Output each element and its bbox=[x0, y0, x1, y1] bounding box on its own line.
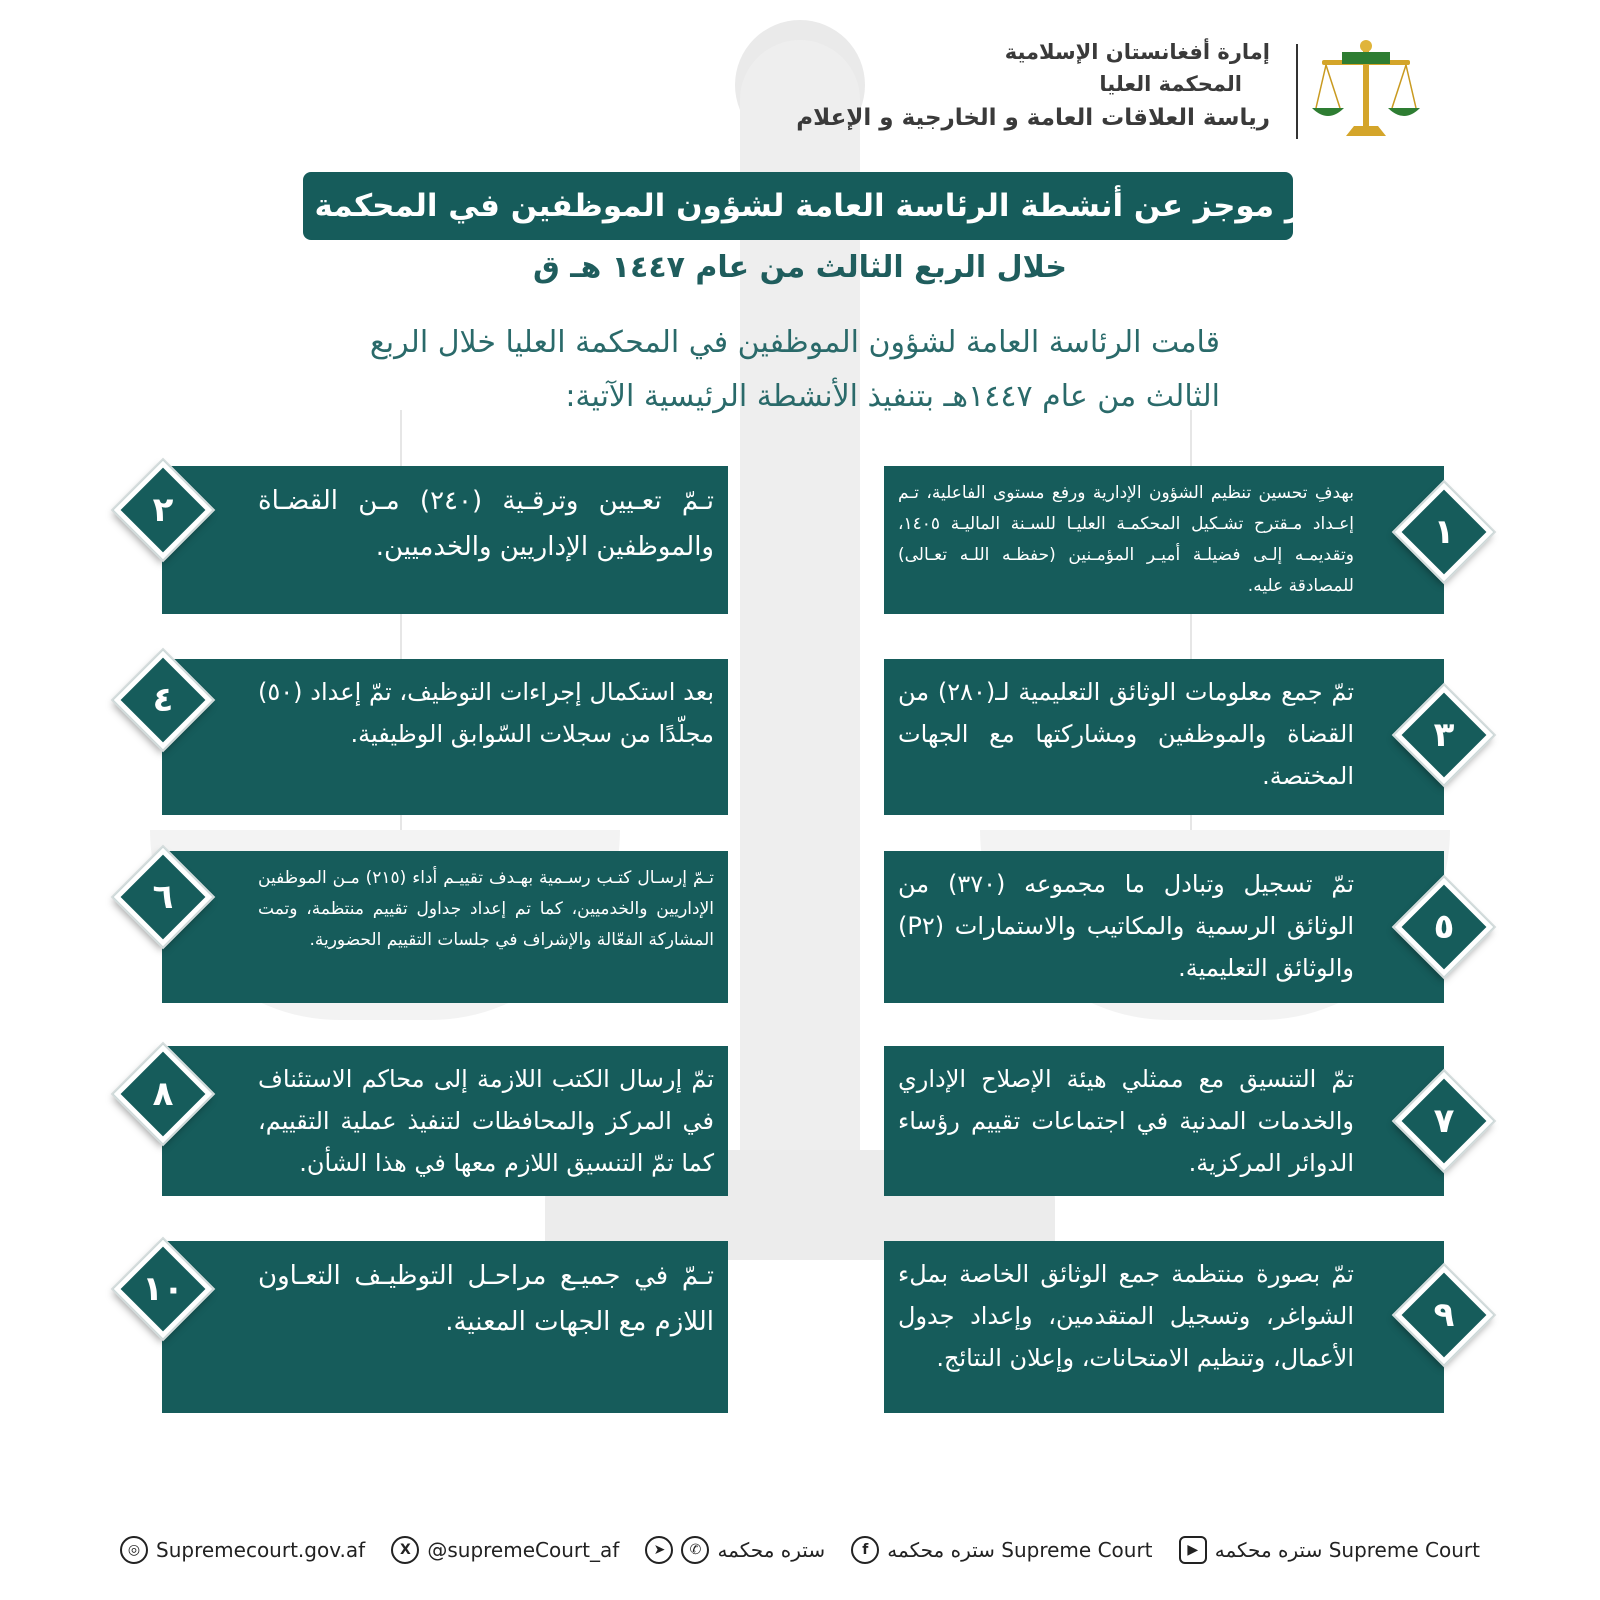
whatsapp-icon: ✆ bbox=[681, 1536, 709, 1564]
badge-number-5: ٥ bbox=[1433, 907, 1455, 947]
activity-card-4 bbox=[162, 659, 728, 815]
badge-number-2: ٢ bbox=[152, 490, 174, 530]
activity-card-3 bbox=[884, 659, 1444, 815]
header-line-3: رياسة العلاقات العامة و الخارجية و الإعلام bbox=[796, 105, 1270, 131]
activity-text-3: تمّ جمع معلومات الوثائق التعليمية لـ(٢٨٠) من القضاة والموظفين ومشاركتها مع الجهات المختصة. bbox=[898, 678, 1354, 790]
activity-card-8 bbox=[162, 1046, 728, 1196]
activity-text-2: تـمّ تعـيين وترقـية (٢٤٠) مـن القضـاة والموظفين الإداريين والخدميين. bbox=[258, 486, 715, 562]
badge-number-4: ٤ bbox=[152, 680, 174, 720]
social-footer bbox=[120, 1530, 1480, 1570]
website-link[interactable] bbox=[120, 1536, 365, 1564]
badge-number-7: ٧ bbox=[1433, 1101, 1455, 1141]
activity-text-9: تمّ بصورة منتظمة جمع الوثائق الخاصة بملء الشواغر، وتسجيل المتقدمين، وإعداد جدول الأعمال، وتنظيم الامتحانات، وإعلان النتائج. bbox=[898, 1260, 1354, 1372]
telegram-icon: ➤ bbox=[645, 1536, 673, 1564]
badge-number-10: ١٠ bbox=[142, 1269, 184, 1309]
header-line-1: إمارة أفغانستان الإسلامية bbox=[1004, 40, 1270, 64]
report-title: تقرير موجز عن أنشطة الرئاسة العامة لشؤون الموظفين في المحكمة العليا bbox=[227, 188, 1370, 224]
header-divider bbox=[1296, 44, 1298, 139]
youtube-label: ستره محکمه Supreme Court bbox=[1214, 1538, 1480, 1562]
x-twitter-icon: X bbox=[391, 1536, 419, 1564]
badge-number-1: ١ bbox=[1433, 512, 1455, 552]
telegram-whatsapp-link[interactable] bbox=[645, 1536, 825, 1564]
activity-text-8: تمّ إرسال الكتب اللازمة إلى محاكم الاستئناف في المركز والمحافظات لتنفيذ عملية التقييم، كما تمّ التنسيق اللازم معها في هذا الشأن. bbox=[258, 1065, 714, 1177]
website-label: Supremecourt.gov.af bbox=[156, 1538, 366, 1562]
activity-card-10 bbox=[162, 1241, 728, 1413]
activity-text-6: تـمّ إرسـال كتـب رسـمية بهـدف تقييـم أداء (٢١٥) مـن الموظفين الإداريين والخدميين، كما تم إعداد جداول تقييم منتظمة، وتمت المشاركة الفعّالة والإشراف في جلسات التقييم الحضورية. bbox=[258, 868, 714, 950]
activity-text-5: تمّ تسجيل وتبادل ما مجموعه (٣٧٠) من الوثائق الرسمية والمكاتيب والاستمارات (P٢) والوثائق التعليمية. bbox=[898, 870, 1354, 982]
activity-text-10: تـمّ في جميـع مراحـل التوظيـف التعـاون اللازم مع الجهات المعنية. bbox=[258, 1261, 714, 1337]
twitter-label: @supremeCourt_af bbox=[427, 1538, 620, 1562]
activity-card-9 bbox=[884, 1241, 1444, 1413]
twitter-link[interactable] bbox=[391, 1536, 619, 1564]
activity-card-5 bbox=[884, 851, 1444, 1003]
org-header bbox=[670, 36, 1270, 136]
scales-logo-icon bbox=[1312, 38, 1420, 142]
youtube-link[interactable] bbox=[1179, 1536, 1480, 1564]
badge-number-9: ٩ bbox=[1433, 1295, 1455, 1335]
activity-card-6 bbox=[162, 851, 728, 1003]
activity-card-1 bbox=[884, 466, 1444, 614]
intro-paragraph: قامت الرئاسة العامة لشؤون الموظفين في المحكمة العليا خلال الربع الثالث من عام ١٤٤٧هـ بتنفيذ الأنشطة الرئيسية الآتية: bbox=[369, 325, 1220, 414]
facebook-label: ستره محکمه Supreme Court bbox=[887, 1538, 1153, 1562]
badge-number-3: ٣ bbox=[1433, 715, 1455, 755]
activity-card-2 bbox=[162, 466, 728, 614]
badge-number-8: ٨ bbox=[152, 1074, 174, 1114]
youtube-icon: ▶ bbox=[1179, 1536, 1207, 1564]
facebook-link[interactable] bbox=[851, 1536, 1152, 1564]
facebook-icon: f bbox=[851, 1536, 879, 1564]
activity-text-7: تمّ التنسيق مع ممثلي هيئة الإصلاح الإداري والخدمات المدنية في اجتماعات تقييم رؤساء الدوائر المركزية. bbox=[898, 1065, 1354, 1177]
activity-card-7 bbox=[884, 1046, 1444, 1196]
activity-text-1: بهدفِ تحسين تنظيم الشؤون الإدارية ورفع مستوى الفاعلية، تـم إعـداد مـقترح تشـكيل المحكمـة العليـا للسـنة الماليـة ١٤٠٥، وتقديمـه إلـى فضيلـة أميـر المؤمـنين (حفظـه اللـه تعـالى) للمصادقة عليه. bbox=[898, 483, 1354, 596]
activity-text-4: بعد استكمال إجراءات التوظيف، تمّ إعداد (٥٠) مجلّدًا من سجلات السّوابق الوظيفية. bbox=[258, 678, 714, 748]
globe-icon: ◎ bbox=[120, 1536, 148, 1564]
report-period: خلال الربع الثالث من عام ١٤٤٧ هـ ق bbox=[532, 250, 1068, 285]
telegram-whatsapp-label: ستره محکمه bbox=[717, 1538, 826, 1562]
header-line-2: المحکمة العليا bbox=[1099, 72, 1242, 96]
report-title-box bbox=[227, 172, 1370, 240]
badge-number-6: ٦ bbox=[152, 877, 174, 917]
